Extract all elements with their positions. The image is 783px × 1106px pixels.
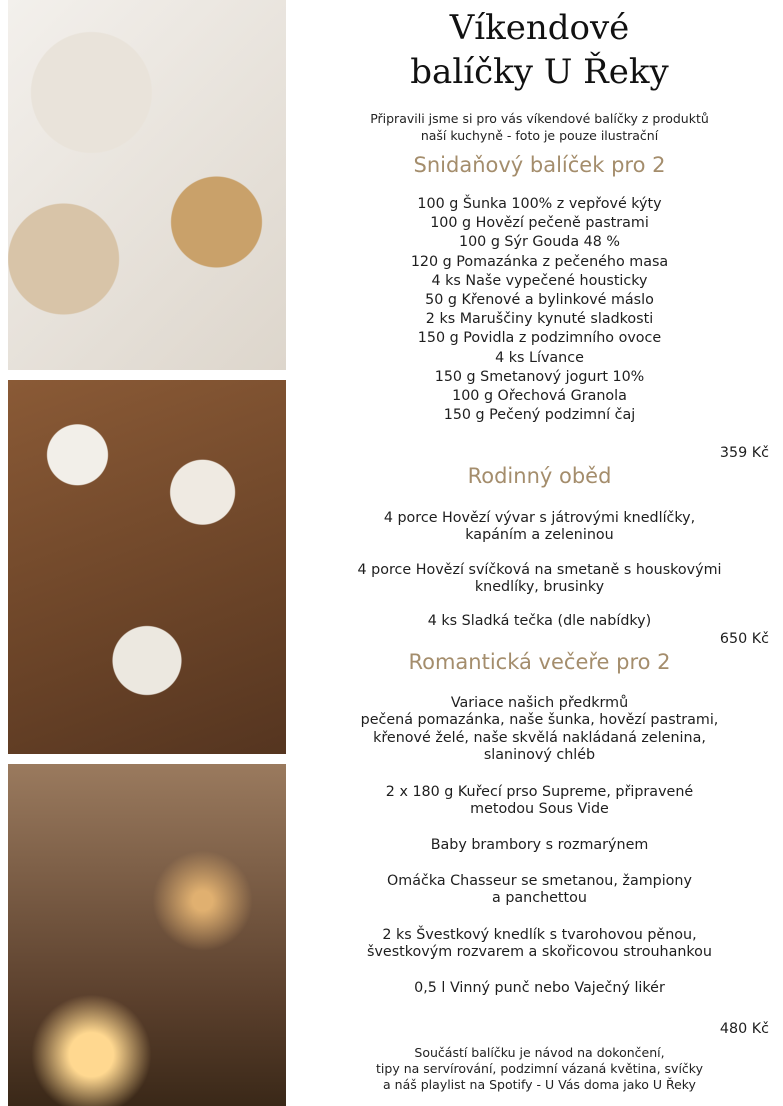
dinner-item: Variace našich předkrmů bbox=[450, 695, 629, 711]
dinner-item: 2 ks Švestkový knedlík s tvarohovou pěnou, bbox=[382, 927, 697, 943]
intro-line-2: naší kuchyně - foto je pouze ilustrační bbox=[420, 128, 659, 143]
lunch-heading: Rodinný oběd bbox=[467, 464, 612, 488]
dinner-item: a panchettou bbox=[492, 890, 587, 906]
footer-line: tipy na servírování, podzimní vázaná květina, svíčky bbox=[376, 1061, 703, 1076]
breakfast-heading: Snidaňový balíček pro 2 bbox=[413, 153, 666, 177]
breakfast-item: 120 g Pomazánka z pečeného masa bbox=[410, 254, 669, 270]
breakfast-item: 100 g Sýr Gouda 48 % bbox=[458, 234, 620, 250]
lunch-item: 4 porce Hovězí vývar s játrovými knedlíčky, bbox=[383, 510, 696, 526]
menu-content bbox=[296, 0, 783, 1106]
dinner-price: 480 Kč bbox=[719, 1021, 769, 1037]
dinner-item: švestkovým rozvarem a skořicovou strouhankou bbox=[367, 944, 712, 960]
dinner-heading: Romantická večeře pro 2 bbox=[408, 650, 671, 674]
lunch-item: knedlíky, brusinky bbox=[474, 579, 605, 595]
breakfast-item: 150 g Pečený podzimní čaj bbox=[443, 407, 636, 423]
romantic-dinner-photo bbox=[8, 764, 286, 1106]
breakfast-item: 150 g Smetanový jogurt 10% bbox=[434, 369, 645, 385]
dinner-item: Omáčka Chasseur se smetanou, žampiony bbox=[387, 873, 692, 889]
dinner-item: Baby brambory s rozmarýnem bbox=[430, 837, 649, 853]
dinner-item: metodou Sous Vide bbox=[470, 801, 609, 817]
breakfast-item: 4 ks Naše vypečené housticky bbox=[431, 273, 648, 289]
breakfast-item: 150 g Povidla z podzimního ovoce bbox=[417, 330, 662, 346]
lunch-price: 650 Kč bbox=[719, 631, 769, 647]
breakfast-item: 50 g Křenové a bylinkové máslo bbox=[425, 292, 654, 308]
breakfast-item: 100 g Šunka 100% z vepřové kýty bbox=[417, 196, 662, 212]
lunch-item: kapáním a zeleninou bbox=[465, 527, 614, 543]
dinner-item: 2 x 180 g Kuřecí prso Supreme, připravené bbox=[385, 784, 694, 800]
title-line-1: Víkendové bbox=[449, 8, 630, 48]
footer-line: a náš playlist na Spotify - U Vás doma jako U Řeky bbox=[383, 1077, 696, 1092]
footer-line: Součástí balíčku je návod na dokončení, bbox=[414, 1045, 665, 1060]
breakfast-photo bbox=[8, 0, 286, 370]
breakfast-item: 2 ks Maruščiny kynuté sladkosti bbox=[425, 311, 654, 327]
lunch-item: 4 ks Sladká tečka (dle nabídky) bbox=[427, 613, 652, 629]
breakfast-item: 100 g Ořechová Granola bbox=[452, 388, 627, 404]
dinner-item: pečená pomazánka, naše šunka, hovězí pastrami, bbox=[360, 712, 719, 728]
lunch-item: 4 porce Hovězí svíčková na smetaně s houskovými bbox=[357, 562, 722, 578]
breakfast-price: 359 Kč bbox=[719, 445, 769, 461]
photo-column bbox=[0, 0, 286, 1106]
dinner-item: slaninový chléb bbox=[483, 747, 596, 763]
intro-line-1: Připravili jsme si pro vás víkendové balíčky z produktů bbox=[370, 111, 709, 126]
title-line-2: balíčky U Řeky bbox=[410, 52, 669, 92]
family-lunch-photo bbox=[8, 380, 286, 754]
dinner-item: 0,5 l Vinný punč nebo Vaječný likér bbox=[414, 980, 665, 996]
breakfast-item: 100 g Hovězí pečeně pastrami bbox=[430, 215, 649, 231]
breakfast-item: 4 ks Lívance bbox=[495, 350, 584, 366]
dinner-item: křenové želé, naše skvělá nakládaná zelenina, bbox=[373, 730, 706, 746]
